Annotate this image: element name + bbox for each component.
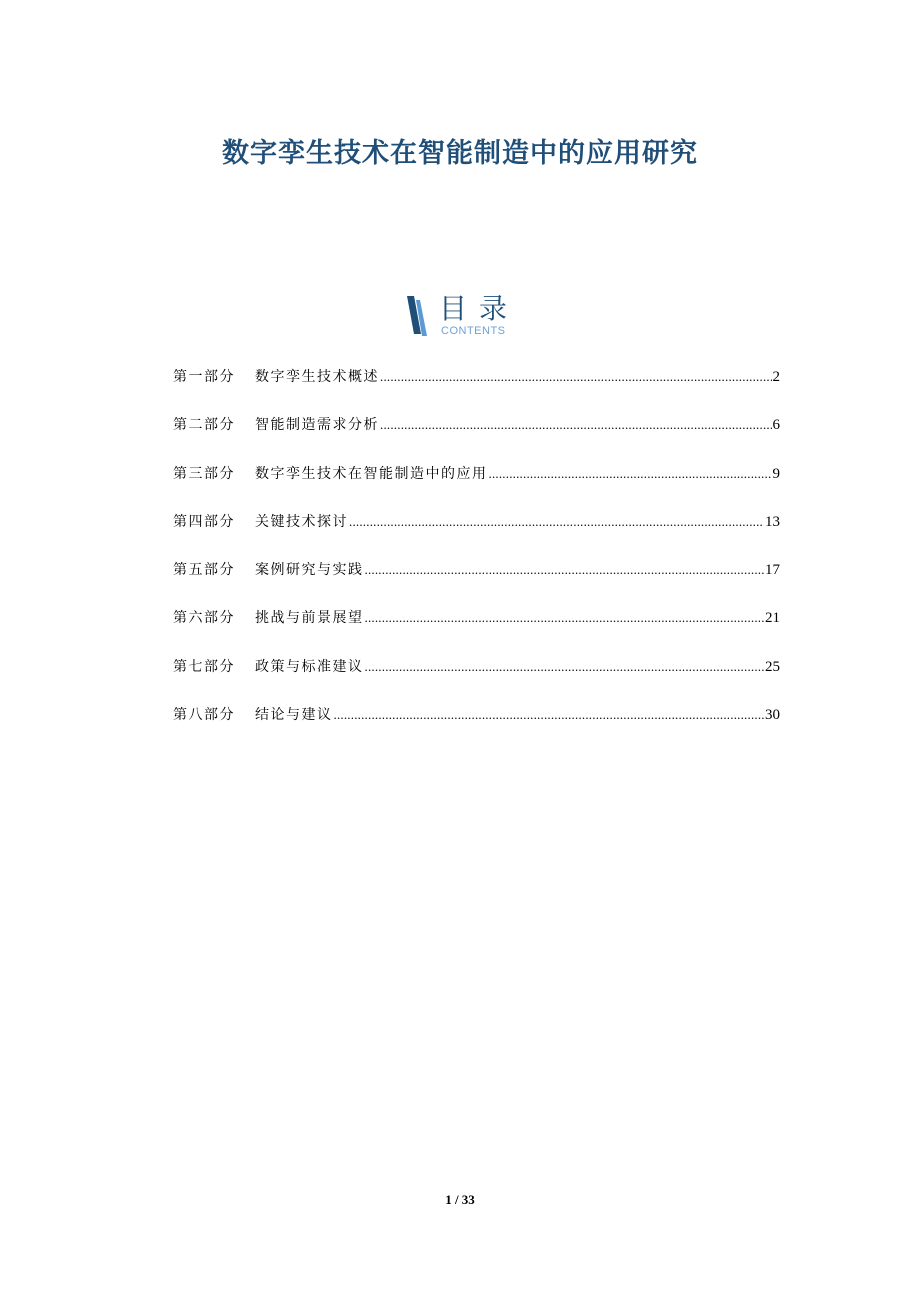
toc-entry[interactable] bbox=[173, 511, 780, 559]
toc-entry[interactable] bbox=[173, 366, 780, 414]
toc-entry[interactable] bbox=[173, 559, 780, 607]
toc-entry-leader bbox=[489, 463, 772, 485]
toc-entry-title: 数字孪生技术概述 bbox=[255, 369, 379, 385]
toc-entry-part: 第二部分 bbox=[173, 417, 235, 434]
toc-heading bbox=[405, 294, 525, 344]
toc-entry[interactable] bbox=[173, 414, 780, 462]
toc-entry-part: 第三部分 bbox=[173, 465, 235, 482]
toc-entry[interactable] bbox=[173, 463, 780, 511]
toc-entry-title: 案例研究与实践 bbox=[255, 562, 364, 579]
toc-heading-subtitle: CONTENTS bbox=[441, 325, 506, 337]
toc-entry-leader bbox=[334, 704, 765, 726]
toc-entry-leader bbox=[365, 607, 765, 629]
toc-entry-part: 第一部分 bbox=[173, 369, 235, 385]
toc-entry-leader bbox=[380, 414, 772, 436]
toc-entry-part: 第四部分 bbox=[173, 513, 235, 530]
toc-entry-page: 9 bbox=[772, 465, 780, 482]
toc-entry-title: 政策与标准建议 bbox=[255, 658, 364, 675]
table-of-contents bbox=[173, 366, 780, 752]
toc-entry-leader bbox=[365, 656, 765, 678]
toc-entry-leader bbox=[365, 559, 765, 581]
toc-entry-title: 关键技术探讨 bbox=[255, 513, 348, 530]
toc-heading-title: 目录 bbox=[439, 292, 520, 325]
toc-entry-page: 21 bbox=[765, 610, 780, 627]
toc-entry-page: 13 bbox=[765, 513, 780, 530]
toc-entry-leader bbox=[380, 366, 772, 388]
toc-entry-page: 17 bbox=[765, 562, 780, 579]
toc-entry-page: 6 bbox=[772, 417, 780, 434]
book-spine-logo-icon bbox=[405, 296, 431, 336]
toc-entry-part: 第七部分 bbox=[173, 658, 235, 675]
toc-entry-part: 第八部分 bbox=[173, 707, 235, 724]
toc-entry-page: 2 bbox=[772, 369, 780, 385]
toc-entry-leader bbox=[349, 511, 764, 533]
toc-entry-page: 30 bbox=[765, 707, 780, 724]
page-number-footer: 1 / 33 bbox=[445, 1192, 475, 1207]
toc-entry[interactable] bbox=[173, 704, 780, 752]
toc-entry[interactable] bbox=[173, 607, 780, 655]
toc-entry-title: 智能制造需求分析 bbox=[255, 417, 379, 434]
toc-entry-page: 25 bbox=[765, 658, 780, 675]
toc-entry-title: 结论与建议 bbox=[255, 707, 333, 724]
toc-entry-part: 第五部分 bbox=[173, 562, 235, 579]
toc-entry[interactable] bbox=[173, 656, 780, 704]
document-title: 数字孪生技术在智能制造中的应用研究 bbox=[222, 138, 698, 170]
toc-entry-title: 数字孪生技术在智能制造中的应用 bbox=[255, 465, 488, 482]
toc-entry-part: 第六部分 bbox=[173, 610, 235, 627]
toc-entry-title: 挑战与前景展望 bbox=[255, 610, 364, 627]
